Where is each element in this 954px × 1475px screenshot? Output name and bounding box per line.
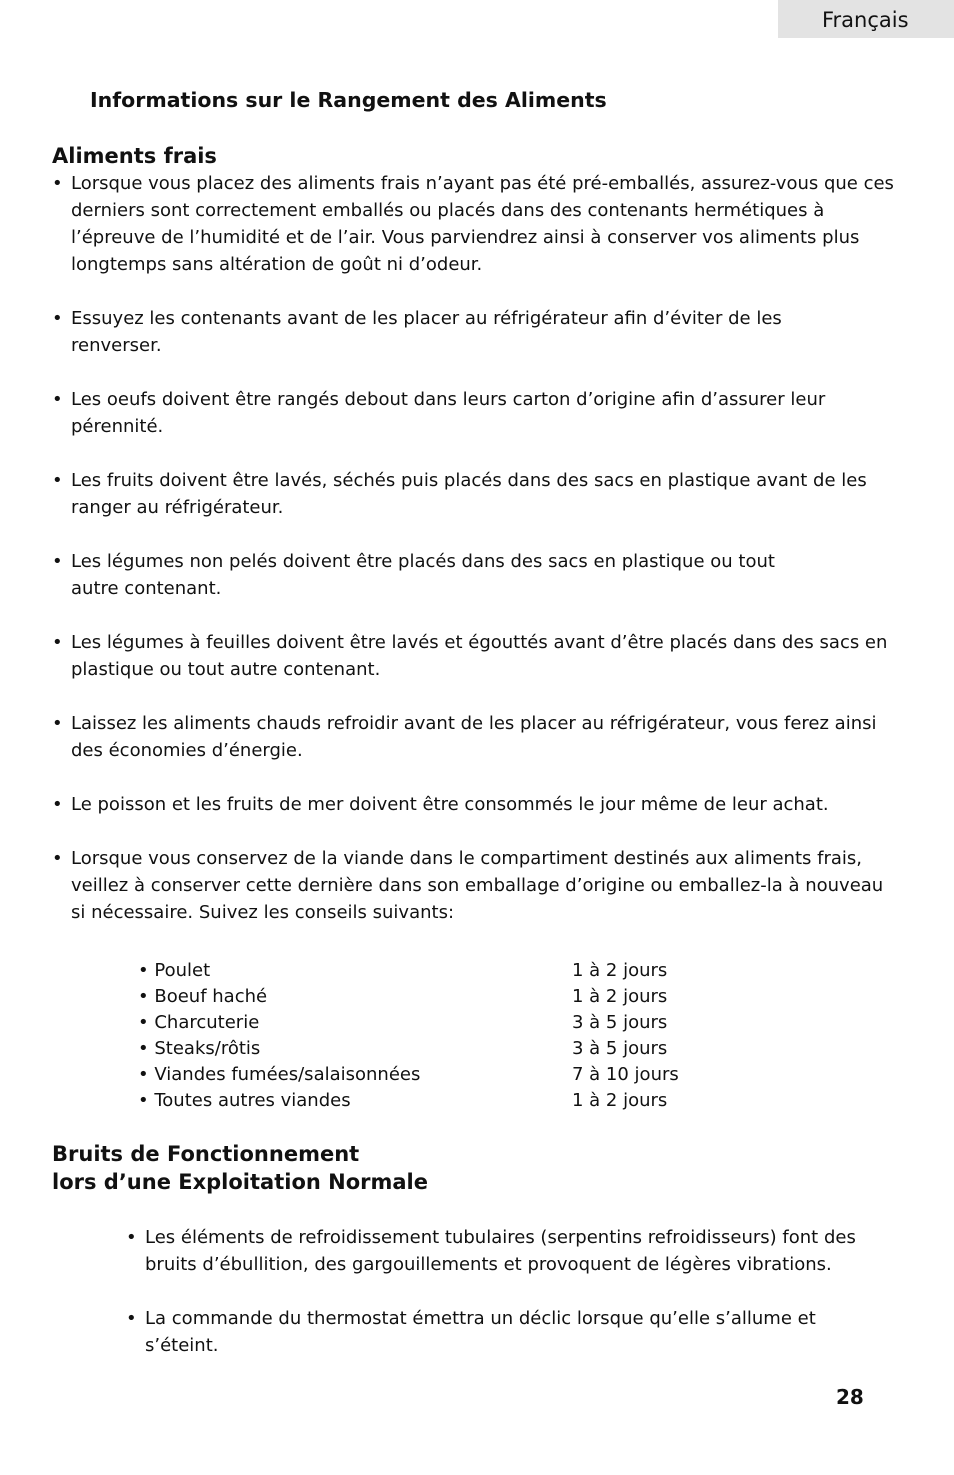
bullet-icon: • [138, 1038, 149, 1059]
page-number: 28 [836, 1385, 864, 1409]
page-title: Informations sur le Rangement des Aliments [90, 88, 607, 112]
meat-duration: 1 à 2 jours [572, 986, 668, 1007]
bullet-icon: • [126, 1308, 137, 1329]
section-heading-operating-noises [52, 1140, 428, 1196]
list-item: • Les légumes à feuilles doivent être lavés et égouttés avant d’être placés dans des sacs en plastique ou tout autre contenant. [52, 629, 912, 683]
table-row [138, 1010, 738, 1036]
list-item: • Les éléments de refroidissement tubulaires (serpentins refroidisseurs) font des bruits d’ébullition, des gargouillements et provoquent de légères vibrations. [126, 1224, 886, 1278]
meat-name: Steaks/rôtis [154, 1038, 261, 1059]
list-item: • Laissez les aliments chauds refroidir avant de les placer au réfrigérateur, vous ferez ainsi des économies d’énergie. [52, 710, 912, 764]
bullet-icon: • [52, 632, 63, 653]
bullet-icon: • [52, 848, 63, 869]
bullet-icon: • [138, 960, 149, 981]
noise-list [126, 1224, 886, 1386]
table-row [138, 958, 738, 984]
heading-line: Bruits de Fonctionnement [52, 1142, 360, 1166]
list-item: • Le poisson et les fruits de mer doivent être consommés le jour même de leur achat. [52, 791, 912, 818]
table-row [138, 1036, 738, 1062]
list-item: • La commande du thermostat émettra un déclic lorsque qu’elle s’allume et s’éteint. [126, 1305, 886, 1359]
bullet-icon: • [52, 389, 63, 410]
bullet-icon: • [52, 470, 63, 491]
list-item: • Les légumes non pelés doivent être placés dans des sacs en plastique ou tout autre contenant. [52, 548, 912, 602]
table-row [138, 984, 738, 1010]
bullet-icon: • [52, 173, 63, 194]
section-heading-fresh-food: Aliments frais [52, 144, 217, 168]
list-item: • Lorsque vous placez des aliments frais n’ayant pas été pré-emballés, assurez-vous que ces derniers sont correctement emballés ou placés dans des contenants hermétiques à l’épreuve de l’humidité et de l’air. Vous parviendrez ainsi à conserver vos aliments plus longtemps sans altération de goût ni d’odeur. [52, 170, 912, 278]
bullet-icon: • [126, 1227, 137, 1248]
meat-name: Viandes fumées/salaisonnées [154, 1064, 421, 1085]
meat-name: Toutes autres viandes [154, 1090, 351, 1111]
fresh-food-list [52, 170, 912, 953]
bullet-icon: • [138, 1090, 149, 1111]
bullet-icon: • [138, 1064, 149, 1085]
meat-storage-table [138, 958, 738, 1114]
list-item: • Les fruits doivent être lavés, séchés puis placés dans des sacs en plastique avant de les ranger au réfrigérateur. [52, 467, 912, 521]
meat-duration: 3 à 5 jours [572, 1012, 668, 1033]
meat-duration: 1 à 2 jours [572, 1090, 668, 1111]
bullet-icon: • [52, 551, 63, 572]
meat-duration: 3 à 5 jours [572, 1038, 668, 1059]
meat-name: Poulet [154, 960, 211, 981]
list-item: • Essuyez les contenants avant de les placer au réfrigérateur afin d’éviter de les renverser. [52, 305, 912, 359]
meat-duration: 7 à 10 jours [572, 1064, 679, 1085]
table-row [138, 1088, 738, 1114]
bullet-icon: • [52, 308, 63, 329]
bullet-icon: • [52, 794, 63, 815]
meat-name: Charcuterie [154, 1012, 260, 1033]
heading-line: lors d’une Exploitation Normale [52, 1170, 428, 1194]
language-tab: Français [778, 0, 954, 38]
bullet-icon: • [138, 986, 149, 1007]
list-item: • Lorsque vous conservez de la viande dans le compartiment destinés aux aliments frais, veillez à conserver cette dernière dans son emballage d’origine ou emballez-la à nouveau si nécessaire. Suivez les conseils suivants: [52, 845, 912, 926]
bullet-icon: • [52, 713, 63, 734]
meat-duration: 1 à 2 jours [572, 960, 668, 981]
table-row [138, 1062, 738, 1088]
bullet-icon: • [138, 1012, 149, 1033]
meat-name: Boeuf haché [154, 986, 268, 1007]
list-item: • Les oeufs doivent être rangés debout dans leurs carton d’origine afin d’assurer leur pérennité. [52, 386, 912, 440]
